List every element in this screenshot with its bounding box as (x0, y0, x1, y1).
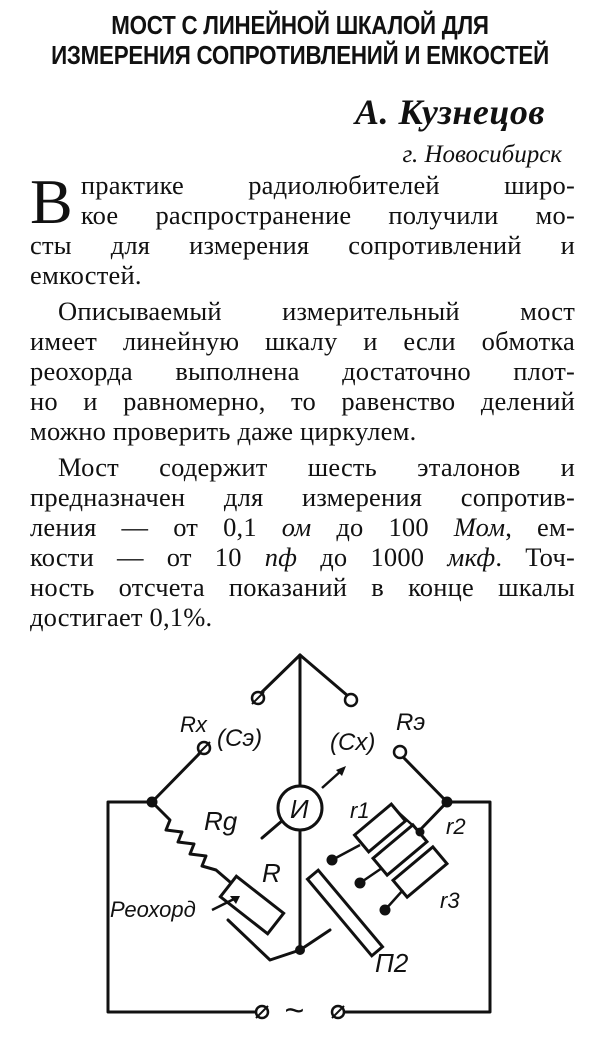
drop-cap: В (30, 166, 73, 237)
label-cx: (Cx) (330, 729, 376, 756)
circuit-wires (108, 655, 490, 1012)
wire-top-left (262, 655, 300, 692)
label-reochord: Реохорд (110, 897, 196, 922)
paragraph-1-line-2: кое распространение получили мо- (80, 200, 575, 230)
label-rx: Rx (180, 712, 207, 737)
article-title-line-2: ИЗМЕРЕНИЯ СОПРОТИВЛЕНИЙ И ЕМКОСТЕЙ (51, 40, 549, 70)
paragraph-3-line-3 (30, 512, 575, 542)
paragraph-2-line-1: Описываемый измерительный мост (58, 296, 575, 326)
unit-megaohm: Мом (453, 512, 506, 542)
paragraph-2-line-3: реохорда выполнена достаточно плот- (30, 356, 575, 386)
paragraph-1 (30, 166, 575, 290)
paragraph-2-line-4: но и равномерно, то равенство делений (30, 386, 575, 416)
paragraph-3-line-4 (30, 542, 575, 572)
label-cs: (Cэ) (217, 725, 263, 752)
unit-ohm: ом (281, 512, 312, 542)
switch-p2 (307, 870, 382, 956)
terminal-cx (345, 694, 357, 706)
paragraph-1-line-1: практике радиолюбителей широ- (80, 170, 575, 200)
label-p2: П2 (375, 948, 409, 978)
wire-lower-right (300, 930, 330, 950)
label-rs: Rэ (396, 709, 426, 736)
paragraph-2 (30, 296, 575, 446)
terminal-rs (394, 746, 406, 758)
paragraph-3-line-5: ность отсчета показаний в конце шкалы (30, 572, 575, 602)
paragraph-3-line-1: Мост содержит шесть эталонов и (58, 452, 575, 482)
label-r2: r2 (446, 814, 466, 839)
label-r3: r3 (440, 888, 460, 913)
wire-rs-arm (404, 758, 447, 802)
wire-right-junction (420, 802, 447, 830)
text-segment: ления — от 0,1 (30, 512, 282, 542)
text-segment: кости — от 10 (30, 542, 265, 572)
unit-microfarad: мкф (447, 542, 496, 572)
text-segment: до 100 (311, 512, 454, 542)
paragraph-3-line-6: достигает 0,1%. (30, 602, 213, 632)
article-city: г. Новосибирск (402, 141, 562, 168)
paragraph-3-line-2: предназначен для измерения сопротив- (30, 482, 575, 512)
wire-top-right (300, 655, 348, 696)
label-r: R (262, 858, 281, 888)
label-rg: Rg (204, 806, 238, 836)
paragraph-3 (30, 452, 575, 632)
paragraph-1-line-4: емкостей. (30, 260, 142, 290)
text-segment: , ем- (505, 512, 575, 542)
bridge-circuit-diagram (0, 620, 600, 1045)
article-body (30, 166, 575, 638)
label-r1: r1 (350, 798, 370, 823)
label-meter: И (290, 794, 309, 824)
wire-rx-arm (152, 753, 200, 802)
article-title-line-1: МОСТ С ЛИНЕЙНОЙ ШКАЛОЙ ДЛЯ (111, 10, 489, 40)
text-segment: до 1000 (297, 542, 448, 572)
paragraph-2-line-5: можно проверить даже циркулем. (30, 416, 417, 446)
text-segment: . Точ- (495, 542, 575, 572)
paragraph-2-line-2: имеет линейную шкалу и если обмотка (30, 326, 575, 356)
paragraph-1-line-3: сты для измерения сопротивлений и (30, 230, 575, 260)
unit-picofarad: пф (264, 542, 298, 572)
article-author: А. Кузнецов (355, 92, 545, 132)
label-ac-source: ~ (284, 992, 304, 1030)
circuit-svg (0, 620, 600, 1045)
